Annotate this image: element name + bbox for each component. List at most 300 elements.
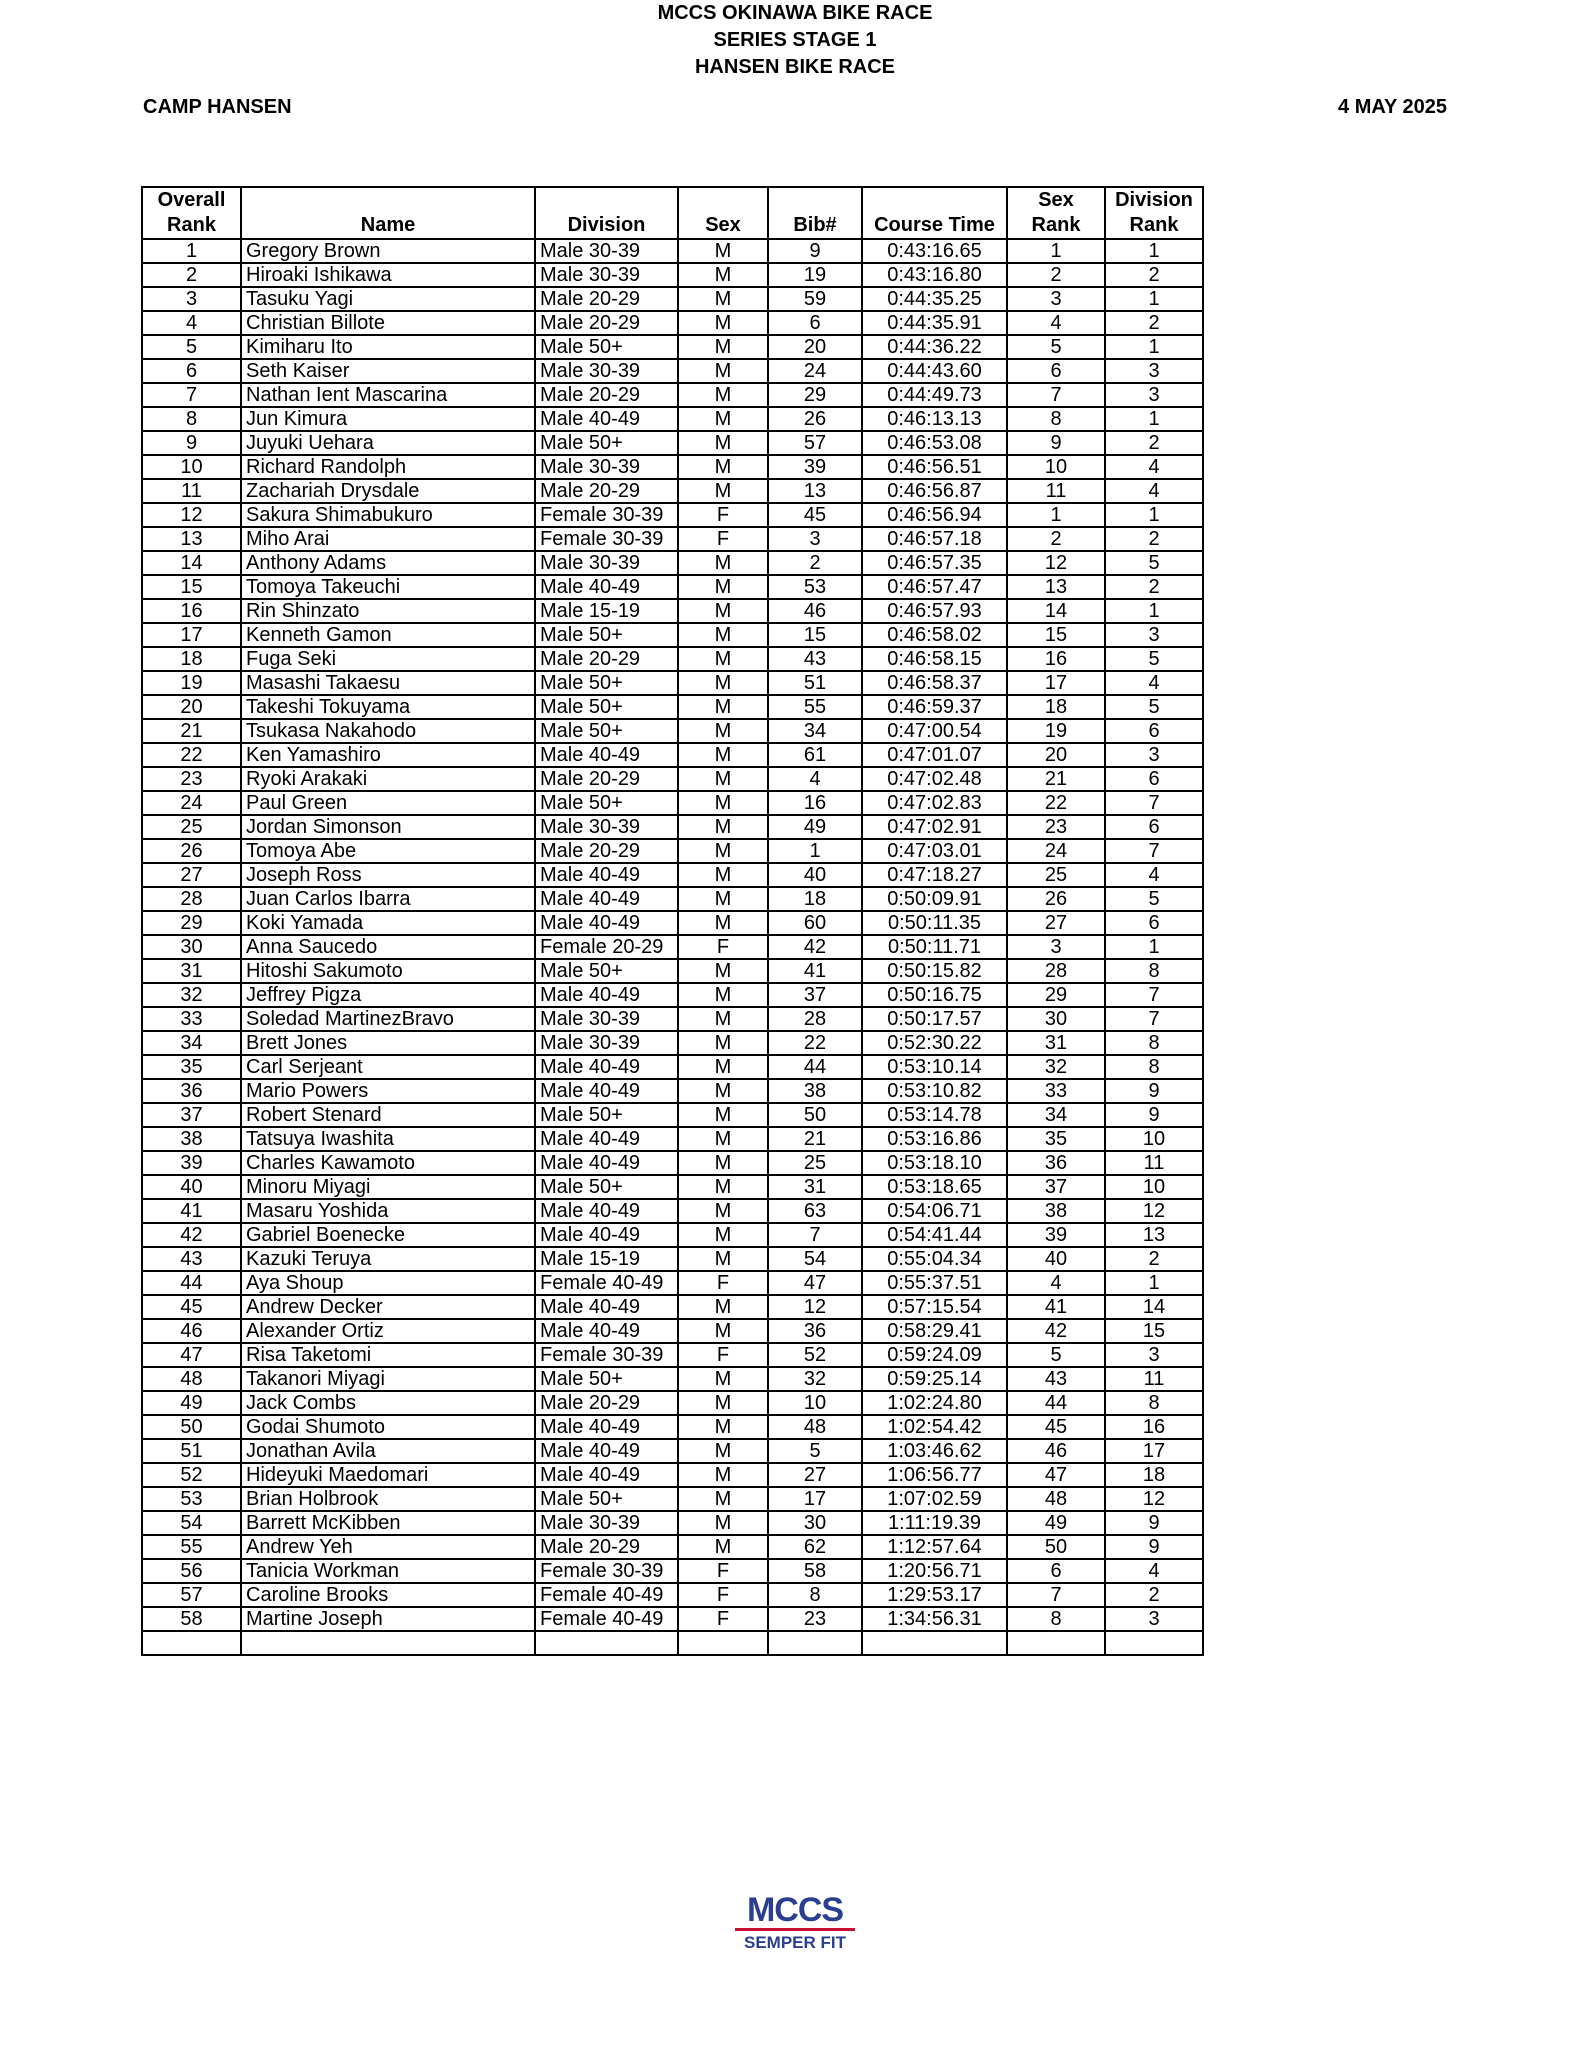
table-row [142, 359, 1203, 383]
cell-overall-rank: 22 [142, 743, 241, 767]
table-row [142, 407, 1203, 431]
cell-division-rank: 3 [1105, 743, 1203, 767]
cell-division-rank: 1 [1105, 239, 1203, 263]
cell-bib: 38 [768, 1079, 862, 1103]
cell-name: Tanicia Workman [241, 1559, 535, 1583]
table-row [142, 1079, 1203, 1103]
cell-division-rank: 5 [1105, 887, 1203, 911]
cell-division: Male 40-49 [535, 1439, 678, 1463]
empty-row [142, 1631, 1203, 1655]
cell-bib: 20 [768, 335, 862, 359]
cell-bib: 31 [768, 1175, 862, 1199]
cell-division: Male 20-29 [535, 1391, 678, 1415]
cell-overall-rank: 3 [142, 287, 241, 311]
cell-overall-rank: 47 [142, 1343, 241, 1367]
cell-overall-rank: 58 [142, 1607, 241, 1631]
cell-sex-rank: 6 [1007, 359, 1105, 383]
location-label: CAMP HANSEN [143, 96, 292, 118]
cell-sex: F [678, 503, 768, 527]
cell-bib: 26 [768, 407, 862, 431]
cell-overall-rank: 24 [142, 791, 241, 815]
cell-bib: 41 [768, 959, 862, 983]
table-row [142, 1247, 1203, 1271]
table-row [142, 455, 1203, 479]
cell-name: Tomoya Takeuchi [241, 575, 535, 599]
cell-name: Charles Kawamoto [241, 1151, 535, 1175]
cell-sex: M [678, 1151, 768, 1175]
cell-sex-rank: 26 [1007, 887, 1105, 911]
cell-division: Male 30-39 [535, 455, 678, 479]
cell-division: Male 20-29 [535, 647, 678, 671]
cell-bib: 44 [768, 1055, 862, 1079]
cell-course-time: 0:46:57.18 [862, 527, 1007, 551]
cell-bib: 25 [768, 1151, 862, 1175]
cell-division: Female 40-49 [535, 1607, 678, 1631]
cell-sex-rank: 47 [1007, 1463, 1105, 1487]
cell-course-time: 1:34:56.31 [862, 1607, 1007, 1631]
cell-name: Robert Stenard [241, 1103, 535, 1127]
header-sex: Sex [678, 187, 768, 239]
table-row [142, 647, 1203, 671]
cell-course-time: 0:59:25.14 [862, 1367, 1007, 1391]
race-title [0, 0, 1590, 81]
empty-cell [241, 1631, 535, 1655]
cell-division: Male 20-29 [535, 839, 678, 863]
cell-bib: 43 [768, 647, 862, 671]
results-body [142, 239, 1203, 1655]
cell-course-time: 0:46:56.51 [862, 455, 1007, 479]
cell-sex-rank: 3 [1007, 935, 1105, 959]
cell-division-rank: 5 [1105, 647, 1203, 671]
cell-sex-rank: 35 [1007, 1127, 1105, 1151]
cell-sex: M [678, 575, 768, 599]
cell-sex-rank: 4 [1007, 311, 1105, 335]
mccs-semper-fit-logo [730, 1892, 860, 1954]
cell-sex-rank: 7 [1007, 1583, 1105, 1607]
cell-course-time: 0:55:04.34 [862, 1247, 1007, 1271]
cell-division: Male 40-49 [535, 887, 678, 911]
cell-division: Female 30-39 [535, 527, 678, 551]
cell-division: Male 30-39 [535, 263, 678, 287]
table-row [142, 263, 1203, 287]
table-row [142, 791, 1203, 815]
table-row [142, 1415, 1203, 1439]
table-row [142, 1391, 1203, 1415]
cell-division: Male 50+ [535, 695, 678, 719]
cell-division: Male 40-49 [535, 1055, 678, 1079]
table-row [142, 1127, 1203, 1151]
cell-sex: M [678, 1463, 768, 1487]
cell-name: Caroline Brooks [241, 1583, 535, 1607]
cell-sex: F [678, 1583, 768, 1607]
cell-division-rank: 3 [1105, 1607, 1203, 1631]
cell-division: Male 30-39 [535, 359, 678, 383]
table-row [142, 1439, 1203, 1463]
date-label: 4 MAY 2025 [1338, 96, 1447, 118]
cell-division: Male 20-29 [535, 479, 678, 503]
table-row [142, 575, 1203, 599]
cell-division-rank: 10 [1105, 1127, 1203, 1151]
cell-name: Godai Shumoto [241, 1415, 535, 1439]
cell-bib: 30 [768, 1511, 862, 1535]
cell-course-time: 0:46:58.15 [862, 647, 1007, 671]
cell-sex: M [678, 767, 768, 791]
cell-division: Male 50+ [535, 791, 678, 815]
cell-overall-rank: 4 [142, 311, 241, 335]
cell-overall-rank: 17 [142, 623, 241, 647]
cell-sex-rank: 2 [1007, 263, 1105, 287]
table-row [142, 1271, 1203, 1295]
cell-sex-rank: 38 [1007, 1199, 1105, 1223]
cell-sex-rank: 25 [1007, 863, 1105, 887]
cell-name: Masashi Takaesu [241, 671, 535, 695]
cell-bib: 18 [768, 887, 862, 911]
cell-bib: 23 [768, 1607, 862, 1631]
cell-bib: 6 [768, 311, 862, 335]
cell-name: Sakura Shimabukuro [241, 503, 535, 527]
cell-overall-rank: 39 [142, 1151, 241, 1175]
cell-division: Male 50+ [535, 1367, 678, 1391]
cell-name: Richard Randolph [241, 455, 535, 479]
cell-division-rank: 12 [1105, 1487, 1203, 1511]
cell-sex-rank: 18 [1007, 695, 1105, 719]
cell-sex-rank: 4 [1007, 1271, 1105, 1295]
table-row [142, 383, 1203, 407]
cell-name: Hiroaki Ishikawa [241, 263, 535, 287]
cell-division-rank: 3 [1105, 623, 1203, 647]
table-row [142, 239, 1203, 263]
cell-sex: M [678, 863, 768, 887]
cell-sex: M [678, 383, 768, 407]
cell-bib: 24 [768, 359, 862, 383]
cell-sex-rank: 32 [1007, 1055, 1105, 1079]
cell-division: Female 40-49 [535, 1583, 678, 1607]
cell-course-time: 0:50:17.57 [862, 1007, 1007, 1031]
cell-name: Soledad MartinezBravo [241, 1007, 535, 1031]
cell-overall-rank: 30 [142, 935, 241, 959]
cell-name: Alexander Ortiz [241, 1319, 535, 1343]
cell-name: Zachariah Drysdale [241, 479, 535, 503]
cell-bib: 57 [768, 431, 862, 455]
table-row [142, 863, 1203, 887]
cell-division-rank: 2 [1105, 263, 1203, 287]
empty-cell [142, 1631, 241, 1655]
cell-name: Tomoya Abe [241, 839, 535, 863]
cell-course-time: 0:55:37.51 [862, 1271, 1007, 1295]
cell-name: Minoru Miyagi [241, 1175, 535, 1199]
cell-bib: 62 [768, 1535, 862, 1559]
cell-sex: M [678, 455, 768, 479]
cell-sex: M [678, 407, 768, 431]
cell-bib: 27 [768, 1463, 862, 1487]
cell-bib: 10 [768, 1391, 862, 1415]
cell-sex-rank: 5 [1007, 1343, 1105, 1367]
cell-sex: M [678, 1079, 768, 1103]
cell-division: Female 30-39 [535, 1559, 678, 1583]
cell-course-time: 0:52:30.22 [862, 1031, 1007, 1055]
cell-course-time: 0:50:11.71 [862, 935, 1007, 959]
cell-sex: M [678, 887, 768, 911]
table-row [142, 935, 1203, 959]
cell-bib: 55 [768, 695, 862, 719]
cell-bib: 1 [768, 839, 862, 863]
cell-overall-rank: 15 [142, 575, 241, 599]
cell-sex: M [678, 1007, 768, 1031]
cell-sex: M [678, 479, 768, 503]
table-row [142, 839, 1203, 863]
empty-cell [678, 1631, 768, 1655]
cell-overall-rank: 13 [142, 527, 241, 551]
cell-sex: M [678, 671, 768, 695]
cell-course-time: 0:50:11.35 [862, 911, 1007, 935]
cell-bib: 50 [768, 1103, 862, 1127]
cell-division-rank: 9 [1105, 1103, 1203, 1127]
cell-sex-rank: 28 [1007, 959, 1105, 983]
table-row [142, 1607, 1203, 1631]
cell-bib: 53 [768, 575, 862, 599]
cell-overall-rank: 5 [142, 335, 241, 359]
cell-name: Anthony Adams [241, 551, 535, 575]
cell-overall-rank: 31 [142, 959, 241, 983]
cell-division: Female 40-49 [535, 1271, 678, 1295]
cell-overall-rank: 54 [142, 1511, 241, 1535]
table-row [142, 1511, 1203, 1535]
table-row [142, 1487, 1203, 1511]
cell-overall-rank: 34 [142, 1031, 241, 1055]
table-row [142, 1103, 1203, 1127]
cell-name: Joseph Ross [241, 863, 535, 887]
cell-course-time: 0:46:59.37 [862, 695, 1007, 719]
table-row [142, 1031, 1203, 1055]
cell-division: Male 20-29 [535, 1535, 678, 1559]
cell-division: Male 40-49 [535, 863, 678, 887]
table-row [142, 311, 1203, 335]
cell-bib: 59 [768, 287, 862, 311]
cell-name: Hideyuki Maedomari [241, 1463, 535, 1487]
table-row [142, 743, 1203, 767]
table-row [142, 287, 1203, 311]
cell-name: Jonathan Avila [241, 1439, 535, 1463]
cell-division-rank: 6 [1105, 815, 1203, 839]
cell-name: Miho Arai [241, 527, 535, 551]
cell-course-time: 0:44:49.73 [862, 383, 1007, 407]
cell-division-rank: 8 [1105, 1031, 1203, 1055]
cell-division: Male 50+ [535, 1175, 678, 1199]
cell-course-time: 0:44:36.22 [862, 335, 1007, 359]
mccs-logo-mark: MCCS [746, 1891, 844, 1929]
cell-sex-rank: 21 [1007, 767, 1105, 791]
cell-division: Male 40-49 [535, 1151, 678, 1175]
cell-name: Mario Powers [241, 1079, 535, 1103]
empty-cell [535, 1631, 678, 1655]
cell-name: Brett Jones [241, 1031, 535, 1055]
cell-name: Gabriel Boenecke [241, 1223, 535, 1247]
cell-bib: 45 [768, 503, 862, 527]
cell-division-rank: 2 [1105, 1583, 1203, 1607]
cell-division: Male 15-19 [535, 599, 678, 623]
cell-bib: 9 [768, 239, 862, 263]
cell-sex-rank: 20 [1007, 743, 1105, 767]
cell-division-rank: 11 [1105, 1151, 1203, 1175]
cell-overall-rank: 52 [142, 1463, 241, 1487]
cell-name: Nathan Ient Mascarina [241, 383, 535, 407]
table-row [142, 887, 1203, 911]
header-course-time: Course Time [862, 187, 1007, 239]
cell-sex: M [678, 815, 768, 839]
cell-course-time: 1:29:53.17 [862, 1583, 1007, 1607]
cell-course-time: 0:53:18.65 [862, 1175, 1007, 1199]
cell-course-time: 0:57:15.54 [862, 1295, 1007, 1319]
cell-sex: F [678, 527, 768, 551]
cell-sex-rank: 9 [1007, 431, 1105, 455]
cell-sex-rank: 7 [1007, 383, 1105, 407]
cell-division-rank: 9 [1105, 1511, 1203, 1535]
cell-division: Male 30-39 [535, 815, 678, 839]
race-title-line-3: HANSEN BIKE RACE [694, 56, 896, 78]
cell-division-rank: 1 [1105, 599, 1203, 623]
cell-sex-rank: 37 [1007, 1175, 1105, 1199]
cell-bib: 22 [768, 1031, 862, 1055]
cell-bib: 52 [768, 1343, 862, 1367]
cell-overall-rank: 9 [142, 431, 241, 455]
cell-name: Masaru Yoshida [241, 1199, 535, 1223]
cell-overall-rank: 43 [142, 1247, 241, 1271]
cell-division: Male 50+ [535, 1103, 678, 1127]
cell-overall-rank: 29 [142, 911, 241, 935]
cell-overall-rank: 48 [142, 1367, 241, 1391]
cell-name: Tasuku Yagi [241, 287, 535, 311]
cell-course-time: 0:46:58.37 [862, 671, 1007, 695]
cell-sex: M [678, 311, 768, 335]
table-row [142, 1319, 1203, 1343]
cell-overall-rank: 50 [142, 1415, 241, 1439]
cell-course-time: 0:53:10.82 [862, 1079, 1007, 1103]
cell-sex-rank: 13 [1007, 575, 1105, 599]
cell-bib: 54 [768, 1247, 862, 1271]
cell-sex-rank: 22 [1007, 791, 1105, 815]
cell-sex-rank: 12 [1007, 551, 1105, 575]
table-row [142, 551, 1203, 575]
cell-name: Jack Combs [241, 1391, 535, 1415]
cell-course-time: 0:47:18.27 [862, 863, 1007, 887]
cell-sex-rank: 45 [1007, 1415, 1105, 1439]
cell-name: Barrett McKibben [241, 1511, 535, 1535]
cell-division-rank: 16 [1105, 1415, 1203, 1439]
cell-sex-rank: 31 [1007, 1031, 1105, 1055]
cell-course-time: 1:11:19.39 [862, 1511, 1007, 1535]
cell-division: Male 20-29 [535, 383, 678, 407]
cell-division-rank: 13 [1105, 1223, 1203, 1247]
table-row [142, 983, 1203, 1007]
cell-course-time: 1:02:24.80 [862, 1391, 1007, 1415]
cell-course-time: 0:47:02.83 [862, 791, 1007, 815]
cell-overall-rank: 26 [142, 839, 241, 863]
cell-division-rank: 2 [1105, 527, 1203, 551]
cell-course-time: 0:53:10.14 [862, 1055, 1007, 1079]
cell-sex-rank: 17 [1007, 671, 1105, 695]
cell-division-rank: 1 [1105, 1271, 1203, 1295]
cell-course-time: 0:46:57.93 [862, 599, 1007, 623]
cell-sex: M [678, 959, 768, 983]
cell-name: Kazuki Teruya [241, 1247, 535, 1271]
table-row [142, 1583, 1203, 1607]
cell-division: Male 50+ [535, 1487, 678, 1511]
cell-sex: M [678, 983, 768, 1007]
cell-name: Anna Saucedo [241, 935, 535, 959]
cell-division-rank: 1 [1105, 407, 1203, 431]
cell-course-time: 0:46:53.08 [862, 431, 1007, 455]
cell-sex-rank: 30 [1007, 1007, 1105, 1031]
cell-name: Gregory Brown [241, 239, 535, 263]
cell-sex-rank: 15 [1007, 623, 1105, 647]
cell-sex-rank: 40 [1007, 1247, 1105, 1271]
cell-name: Jun Kimura [241, 407, 535, 431]
cell-division-rank: 1 [1105, 287, 1203, 311]
cell-overall-rank: 1 [142, 239, 241, 263]
cell-overall-rank: 49 [142, 1391, 241, 1415]
cell-sex-rank: 23 [1007, 815, 1105, 839]
cell-course-time: 0:58:29.41 [862, 1319, 1007, 1343]
cell-bib: 37 [768, 983, 862, 1007]
cell-overall-rank: 44 [142, 1271, 241, 1295]
cell-overall-rank: 6 [142, 359, 241, 383]
cell-course-time: 1:03:46.62 [862, 1439, 1007, 1463]
cell-sex-rank: 14 [1007, 599, 1105, 623]
cell-sex: M [678, 791, 768, 815]
cell-bib: 48 [768, 1415, 862, 1439]
cell-overall-rank: 37 [142, 1103, 241, 1127]
cell-name: Tsukasa Nakahodo [241, 719, 535, 743]
cell-sex-rank: 33 [1007, 1079, 1105, 1103]
cell-division-rank: 9 [1105, 1535, 1203, 1559]
cell-division-rank: 2 [1105, 311, 1203, 335]
cell-sex-rank: 43 [1007, 1367, 1105, 1391]
table-row [142, 1199, 1203, 1223]
cell-name: Paul Green [241, 791, 535, 815]
cell-division: Male 30-39 [535, 239, 678, 263]
cell-division-rank: 17 [1105, 1439, 1203, 1463]
cell-sex: M [678, 431, 768, 455]
cell-division-rank: 8 [1105, 959, 1203, 983]
logo-subtitle: SEMPER FIT [743, 1933, 846, 1952]
cell-division-rank: 4 [1105, 455, 1203, 479]
cell-bib: 51 [768, 671, 862, 695]
cell-course-time: 0:44:35.91 [862, 311, 1007, 335]
cell-overall-rank: 33 [142, 1007, 241, 1031]
cell-sex: M [678, 911, 768, 935]
cell-course-time: 0:46:56.87 [862, 479, 1007, 503]
cell-course-time: 0:47:02.48 [862, 767, 1007, 791]
cell-division-rank: 3 [1105, 1343, 1203, 1367]
cell-overall-rank: 19 [142, 671, 241, 695]
cell-sex-rank: 48 [1007, 1487, 1105, 1511]
cell-name: Tatsuya Iwashita [241, 1127, 535, 1151]
cell-name: Kimiharu Ito [241, 335, 535, 359]
cell-sex: M [678, 1031, 768, 1055]
table-row [142, 719, 1203, 743]
cell-division: Male 50+ [535, 335, 678, 359]
cell-division: Male 30-39 [535, 1007, 678, 1031]
cell-overall-rank: 7 [142, 383, 241, 407]
results-table [141, 186, 1204, 1656]
cell-bib: 13 [768, 479, 862, 503]
cell-name: Koki Yamada [241, 911, 535, 935]
cell-sex-rank: 8 [1007, 1607, 1105, 1631]
table-row [142, 479, 1203, 503]
cell-sex: M [678, 551, 768, 575]
cell-overall-rank: 46 [142, 1319, 241, 1343]
cell-sex-rank: 3 [1007, 287, 1105, 311]
